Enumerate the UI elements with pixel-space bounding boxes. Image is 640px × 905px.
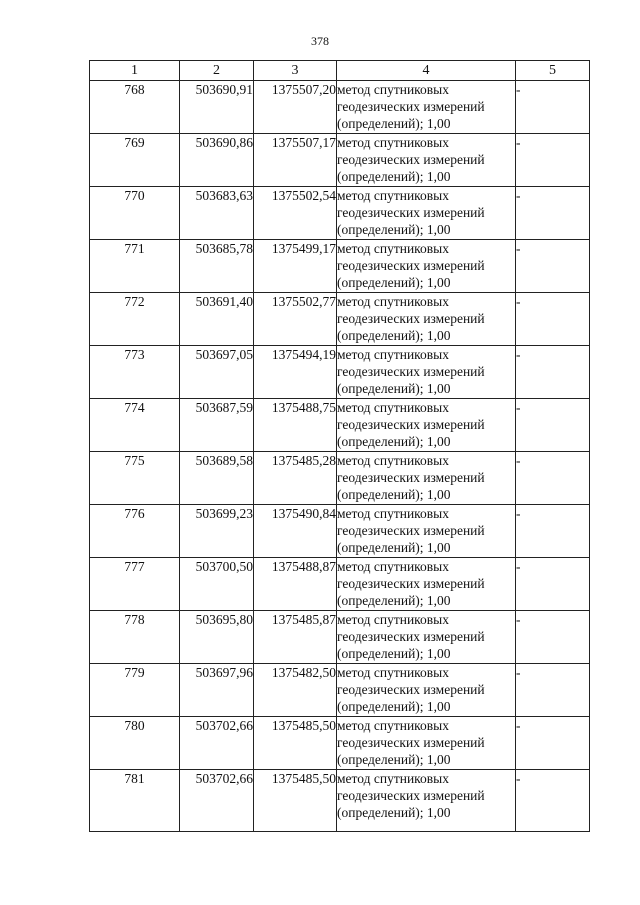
x-coordinate-cell: 503689,58 — [180, 452, 254, 505]
table-header-row — [90, 61, 590, 81]
method-line-2: геодезических измерений — [337, 152, 485, 167]
method-cell — [337, 717, 516, 770]
method-line-2: геодезических измерений — [337, 788, 485, 803]
point-number-cell: 781 — [90, 770, 180, 832]
y-coordinate-cell: 1375485,87 — [254, 611, 337, 664]
y-coordinate-cell: 1375499,17 — [254, 240, 337, 293]
x-coordinate-cell: 503691,40 — [180, 293, 254, 346]
method-line-3: (определений); 1,00 — [337, 275, 451, 290]
method-cell — [337, 558, 516, 611]
method-line-1: метод спутниковых — [337, 135, 449, 150]
method-line-3: (определений); 1,00 — [337, 752, 451, 767]
method-line-3: (определений); 1,00 — [337, 116, 451, 131]
note-cell: - — [516, 664, 590, 717]
method-line-1: метод спутниковых — [337, 400, 449, 415]
method-cell — [337, 664, 516, 717]
point-number-cell: 768 — [90, 81, 180, 134]
method-line-2: геодезических измерений — [337, 205, 485, 220]
method-line-2: геодезических измерений — [337, 470, 485, 485]
method-line-3: (определений); 1,00 — [337, 487, 451, 502]
y-coordinate-cell: 1375494,19 — [254, 346, 337, 399]
method-cell — [337, 770, 516, 832]
method-line-2: геодезических измерений — [337, 735, 485, 750]
x-coordinate-cell: 503702,66 — [180, 770, 254, 832]
method-line-3: (определений); 1,00 — [337, 381, 451, 396]
x-coordinate-cell: 503695,80 — [180, 611, 254, 664]
method-line-2: геодезических измерений — [337, 576, 485, 591]
method-cell — [337, 81, 516, 134]
method-line-1: метод спутниковых — [337, 241, 449, 256]
table-row — [90, 187, 590, 240]
method-line-3: (определений); 1,00 — [337, 169, 451, 184]
table-row — [90, 505, 590, 558]
table-row — [90, 346, 590, 399]
method-line-1: метод спутниковых — [337, 347, 449, 362]
method-line-3: (определений); 1,00 — [337, 222, 451, 237]
x-coordinate-cell: 503697,05 — [180, 346, 254, 399]
x-coordinate-cell: 503687,59 — [180, 399, 254, 452]
method-line-2: геодезических измерений — [337, 682, 485, 697]
method-line-2: геодезических измерений — [337, 258, 485, 273]
x-coordinate-cell: 503700,50 — [180, 558, 254, 611]
point-number-cell: 775 — [90, 452, 180, 505]
method-line-3: (определений); 1,00 — [337, 328, 451, 343]
x-coordinate-cell: 503699,23 — [180, 505, 254, 558]
method-cell — [337, 293, 516, 346]
point-number-cell: 777 — [90, 558, 180, 611]
y-coordinate-cell: 1375485,28 — [254, 452, 337, 505]
note-cell: - — [516, 134, 590, 187]
method-line-3: (определений); 1,00 — [337, 434, 451, 449]
method-cell — [337, 346, 516, 399]
y-coordinate-cell: 1375482,50 — [254, 664, 337, 717]
coordinates-table — [89, 60, 590, 832]
method-cell — [337, 452, 516, 505]
point-number-cell: 778 — [90, 611, 180, 664]
note-cell: - — [516, 399, 590, 452]
point-number-cell: 770 — [90, 187, 180, 240]
method-cell — [337, 505, 516, 558]
x-coordinate-cell: 503702,66 — [180, 717, 254, 770]
method-line-3: (определений); 1,00 — [337, 699, 451, 714]
method-line-1: метод спутниковых — [337, 665, 449, 680]
point-number-cell: 772 — [90, 293, 180, 346]
y-coordinate-cell: 1375490,84 — [254, 505, 337, 558]
method-cell — [337, 611, 516, 664]
note-cell: - — [516, 187, 590, 240]
note-cell: - — [516, 81, 590, 134]
point-number-cell: 780 — [90, 717, 180, 770]
page-number: 378 — [311, 34, 329, 48]
table-row — [90, 611, 590, 664]
table-row — [90, 664, 590, 717]
point-number-cell: 773 — [90, 346, 180, 399]
point-number-cell: 771 — [90, 240, 180, 293]
method-cell — [337, 134, 516, 187]
note-cell: - — [516, 558, 590, 611]
point-number-cell: 769 — [90, 134, 180, 187]
method-line-1: метод спутниковых — [337, 771, 449, 786]
method-line-1: метод спутниковых — [337, 612, 449, 627]
table-row — [90, 717, 590, 770]
method-line-2: геодезических измерений — [337, 523, 485, 538]
column-header-2: 2 — [180, 61, 254, 81]
table-row — [90, 293, 590, 346]
column-header-1: 1 — [90, 61, 180, 81]
method-line-1: метод спутниковых — [337, 453, 449, 468]
x-coordinate-cell: 503690,86 — [180, 134, 254, 187]
method-line-1: метод спутниковых — [337, 718, 449, 733]
method-line-2: геодезических измерений — [337, 99, 485, 114]
method-cell — [337, 240, 516, 293]
y-coordinate-cell: 1375488,87 — [254, 558, 337, 611]
note-cell: - — [516, 770, 590, 832]
note-cell: - — [516, 505, 590, 558]
method-line-3: (определений); 1,00 — [337, 646, 451, 661]
method-line-1: метод спутниковых — [337, 294, 449, 309]
table-row — [90, 452, 590, 505]
point-number-cell: 774 — [90, 399, 180, 452]
y-coordinate-cell: 1375488,75 — [254, 399, 337, 452]
y-coordinate-cell: 1375502,54 — [254, 187, 337, 240]
column-header-4: 4 — [337, 61, 516, 81]
table-row — [90, 399, 590, 452]
column-header-5: 5 — [516, 61, 590, 81]
point-number-cell: 779 — [90, 664, 180, 717]
method-line-3: (определений); 1,00 — [337, 593, 451, 608]
method-cell — [337, 187, 516, 240]
note-cell: - — [516, 240, 590, 293]
table-row — [90, 558, 590, 611]
method-line-2: геодезических измерений — [337, 364, 485, 379]
y-coordinate-cell: 1375502,77 — [254, 293, 337, 346]
method-line-2: геодезических измерений — [337, 629, 485, 644]
y-coordinate-cell: 1375507,20 — [254, 81, 337, 134]
y-coordinate-cell: 1375507,17 — [254, 134, 337, 187]
method-line-1: метод спутниковых — [337, 559, 449, 574]
x-coordinate-cell: 503683,63 — [180, 187, 254, 240]
x-coordinate-cell: 503685,78 — [180, 240, 254, 293]
table-row — [90, 240, 590, 293]
column-header-3: 3 — [254, 61, 337, 81]
note-cell: - — [516, 293, 590, 346]
x-coordinate-cell: 503690,91 — [180, 81, 254, 134]
method-line-3: (определений); 1,00 — [337, 540, 451, 555]
table-row — [90, 770, 590, 832]
point-number-cell: 776 — [90, 505, 180, 558]
method-cell — [337, 399, 516, 452]
note-cell: - — [516, 452, 590, 505]
note-cell: - — [516, 717, 590, 770]
note-cell: - — [516, 611, 590, 664]
x-coordinate-cell: 503697,96 — [180, 664, 254, 717]
note-cell: - — [516, 346, 590, 399]
table-row — [90, 81, 590, 134]
method-line-2: геодезических измерений — [337, 417, 485, 432]
method-line-1: метод спутниковых — [337, 506, 449, 521]
y-coordinate-cell: 1375485,50 — [254, 717, 337, 770]
method-line-1: метод спутниковых — [337, 82, 449, 97]
method-line-2: геодезических измерений — [337, 311, 485, 326]
method-line-3: (определений); 1,00 — [337, 805, 451, 820]
table-row — [90, 134, 590, 187]
y-coordinate-cell: 1375485,50 — [254, 770, 337, 832]
table-body — [90, 81, 590, 832]
method-line-1: метод спутниковых — [337, 188, 449, 203]
